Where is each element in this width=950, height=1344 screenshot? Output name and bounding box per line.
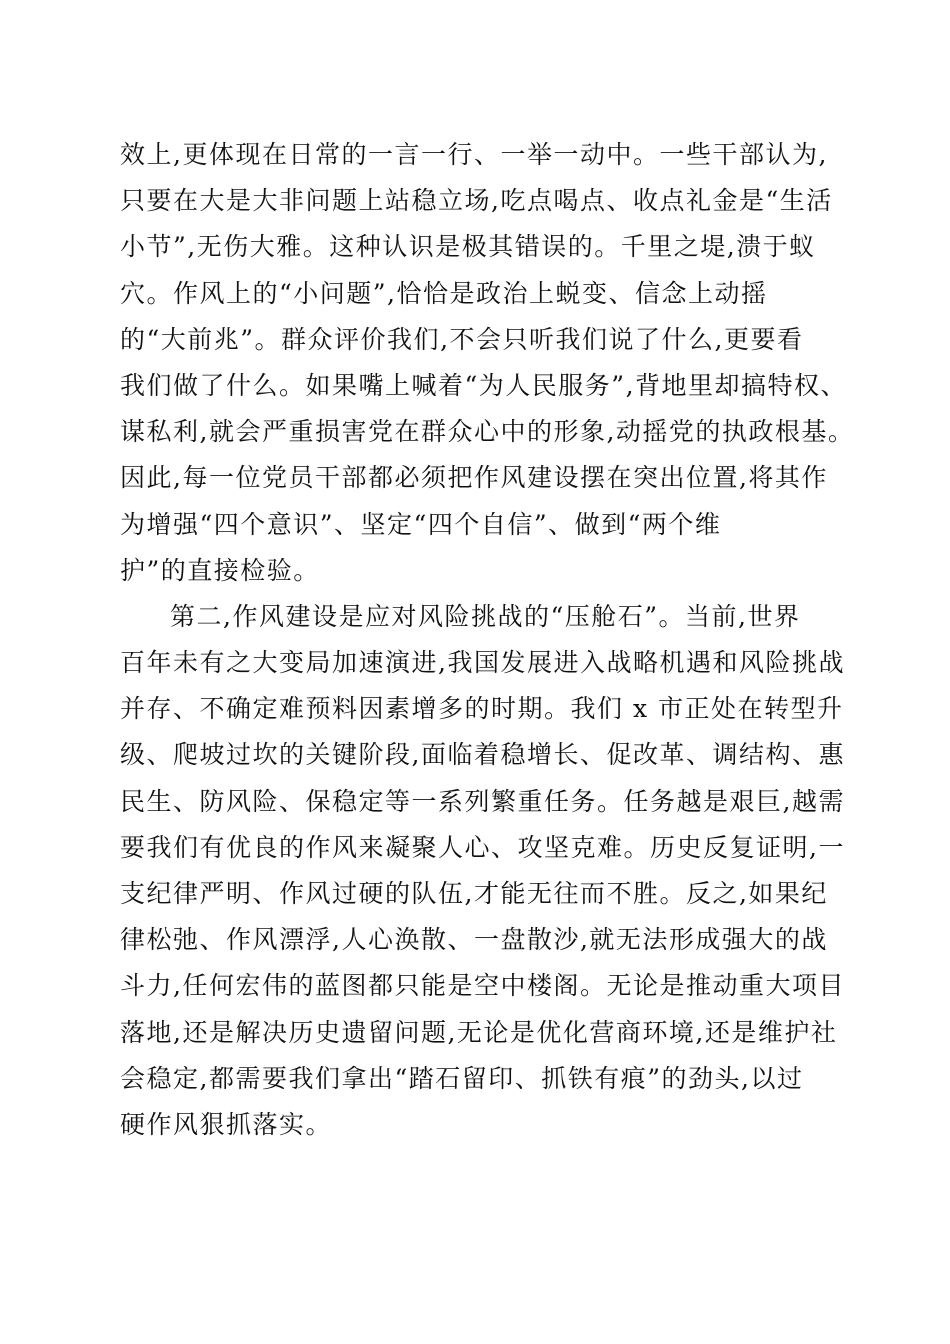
text-line: 小节”,无伤大雅。这种认识是极其错误的。千里之堤,溃于蚁 (120, 232, 816, 262)
document-body (120, 132, 855, 1148)
text-line: 因此,每一位党员干部都必须把作风建设摆在突出位置,将其作 (120, 463, 828, 493)
paragraph-first-line: 第二,作风建设是应对风险挑战的“压舱石”。当前,世界 (170, 601, 801, 631)
text-line: 百年未有之大变局加速演进,我国发展进入战略机遇和风险挑战 (120, 648, 845, 678)
text-line: 民生、防风险、保稳定等一系列繁重任务。任务越是艰巨,越需 (120, 786, 845, 816)
text-line: 只要在大是大非问题上站稳立场,吃点喝点、收点礼金是“生活 (120, 186, 833, 216)
text-line: 会稳定,都需要我们拿出“踏石留印、抓铁有痕”的劲头,以过 (120, 1063, 804, 1093)
text-line: 护”的直接检验。 (120, 555, 320, 585)
text-line: 支纪律严明、作风过硬的队伍,才能无往而不胜。反之,如果纪 (120, 879, 828, 908)
text-line: 律松弛、作风漂浮,人心涣散、一盘散沙,就无法形成强大的战 (120, 925, 828, 955)
text-line: 效上,更体现在日常的一言一行、一举一动中。一些干部认为, (120, 140, 828, 169)
text-line: 级、爬坡过坎的关键阶段,面临着稳增长、促改革、调结构、惠 (120, 740, 845, 770)
text-line: 硬作风狠抓落实。 (120, 1109, 333, 1139)
text-line: 要我们有优良的作风来凝聚人心、攻坚克难。历史反复证明,一 (120, 832, 845, 862)
text-line: 的“大前兆”。群众评价我们,不会只听我们说了什么,更要看 (120, 324, 804, 354)
text-line: 谋私利,就会严重损害党在群众心中的形象,动摇党的执政根基。 (120, 417, 855, 447)
text-line: 并存、不确定难预料因素增多的时期。我们 x 市正处在转型升 (120, 694, 844, 724)
text-line: 落地,还是解决历史遗留问题,无论是优化营商环境,还是维护社 (120, 1017, 838, 1047)
text-line: 为增强“四个意识”、坚定“四个自信”、做到“两个维 (120, 509, 722, 539)
text-line: 我们做了什么。如果嘴上喊着“为人民服务”,背地里却搞特权、 (120, 370, 848, 400)
text-line: 穴。作风上的“小问题”,恰恰是政治上蜕变、信念上动摇 (120, 278, 768, 308)
text-line: 斗力,任何宏伟的蓝图都只能是空中楼阁。无论是推动重大项目 (120, 971, 845, 1001)
